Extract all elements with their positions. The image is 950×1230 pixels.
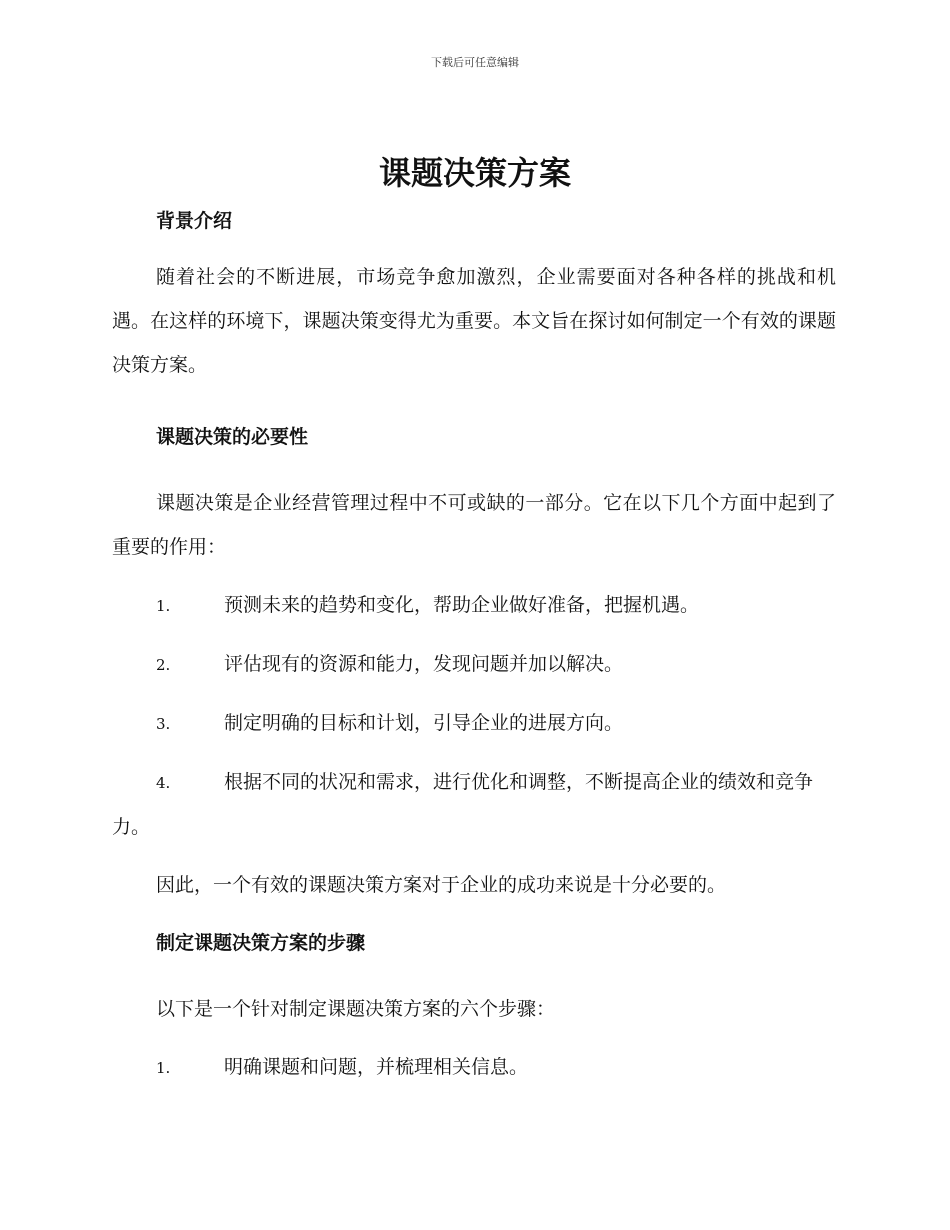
section-conclusion-necessity: 因此，一个有效的课题决策方案对于企业的成功来说是十分必要的。 bbox=[156, 874, 727, 896]
steps-list bbox=[112, 1045, 836, 1090]
list-item bbox=[112, 642, 836, 687]
list-item-text: 评估现有的资源和能力，发现问题并加以解决。 bbox=[224, 653, 624, 675]
necessity-list bbox=[112, 583, 836, 849]
list-item-number: 1. bbox=[156, 1059, 171, 1077]
list-item bbox=[112, 760, 836, 849]
section-paragraph-steps: 以下是一个针对制定课题决策方案的六个步骤： bbox=[156, 998, 556, 1020]
list-item-text: 预测未来的趋势和变化，帮助企业做好准备，把握机遇。 bbox=[224, 594, 700, 616]
section-heading-steps: 制定课题决策方案的步骤 bbox=[156, 932, 366, 954]
list-item-text: 制定明确的目标和计划，引导企业的进展方向。 bbox=[224, 712, 624, 734]
section-paragraph-necessity: 课题决策是企业经营管理过程中不可或缺的一部分。它在以下几个方面中起到了重要的作用： bbox=[112, 492, 836, 558]
list-item-number: 1. bbox=[156, 597, 171, 615]
section-heading-background: 背景介绍 bbox=[156, 210, 233, 232]
list-item-number: 4. bbox=[156, 774, 171, 792]
section-heading-necessity: 课题决策的必要性 bbox=[156, 426, 309, 448]
list-item-number: 2. bbox=[156, 656, 171, 674]
section-paragraph-background: 随着社会的不断进展，市场竞争愈加激烈，企业需要面对各种各样的挑战和机遇。在这样的环境下，课题决策变得尤为重要。本文旨在探讨如何制定一个有效的课题决策方案。 bbox=[112, 266, 836, 376]
list-item bbox=[112, 1045, 836, 1090]
list-item bbox=[112, 701, 836, 746]
list-item-text: 根据不同的状况和需求，进行优化和调整，不断提高企业的绩效和竞争力。 bbox=[112, 771, 814, 838]
list-item bbox=[112, 583, 836, 628]
document-body bbox=[112, 207, 836, 1090]
document-title: 课题决策方案 bbox=[378, 154, 571, 192]
list-item-text: 明确课题和问题，并梳理相关信息。 bbox=[224, 1056, 529, 1078]
page-header-note: 下载后可任意编辑 bbox=[431, 56, 519, 69]
list-item-number: 3. bbox=[156, 715, 171, 733]
